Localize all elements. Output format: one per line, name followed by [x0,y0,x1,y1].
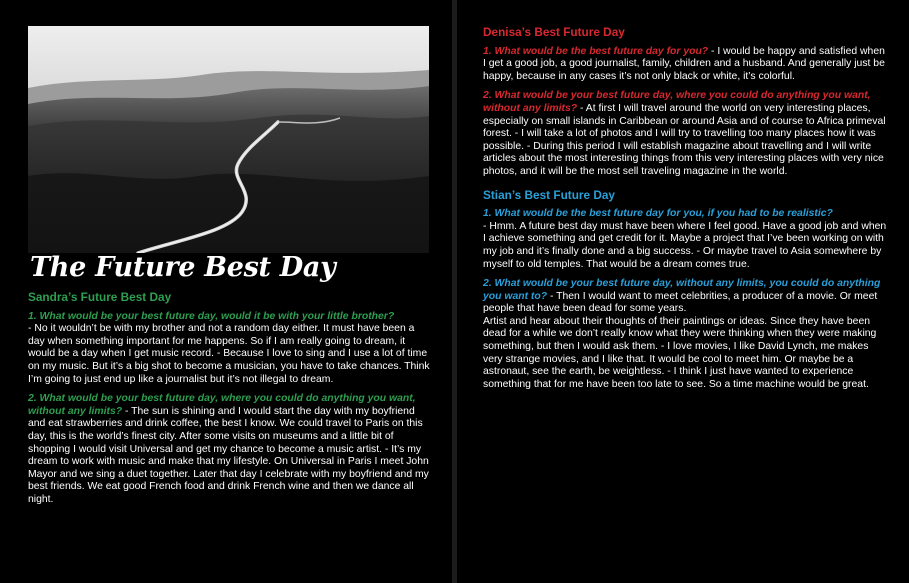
stian-answer-1-text: - Hmm. A future best day must have been where I feel good. Have a good job and when I achieve something and get credit for it. Maybe a project that I’ve been working on with my job and it’s finally done and a big success. - Or maybe travel to Asia somewhere by myself to old temples. That would be a dream comes true. [483,220,887,270]
page-title: The Future Best Day [30,252,336,283]
sandra-answer-1-text: - No it wouldn’t be with my brother and not a random day either. It must have been a day when something important for me happens. So if I am really going to dream, it would be a day when I get music record. - Because I love to sing and I use a lot of time on my music. But it’s a big shot to become a musician, you have to take chances. Think I’m going to just end up like a journalist but it’s not illegal to dream. [28,323,430,385]
stian-answer-2-text: - Then I would want to meet celebrities, a producer of a movie. Or meet people that have been dead for some years. [483,290,878,315]
left-page [0,0,452,583]
stian-question-2: 2. What would be your best future day, without any limits, you could do anything you want to? [483,278,881,302]
sandra-answer-1 [28,311,430,387]
landscape-road-photo [28,26,429,253]
sandra-answer-2 [28,393,430,506]
denisa-answer-1-text: - I would be happy and satisfied when I get a good job, a good journalist, family, children and a husband. And generally just be happy, because in any cases it’s not only black or white, it’s colorful. [483,45,885,82]
sandra-question-1: 1. What would be your best future day, would it be with your little brother? [28,310,395,322]
stian-answer-2 [483,278,888,391]
stian-answer-3-text: Artist and hear about their thoughts of their paintings or ideas. Since they have been dead for a while we don’t really know what they were thinking when they were making something, but then I would ask them. - I love movies, I like David Lynch, me makes very strange movies, and I like that. It would be cool to meet him. Or maybe be a astronaut, see the earth, be weightless. - I think I just have wanted to experience something that for me have been too late to see. So a time machine would be great. [483,315,877,390]
stian-answer-1 [483,208,888,271]
right-page [457,0,909,583]
denisa-answer-1 [483,46,888,84]
sandra-answer-2-text: - The sun is shining and I would start the day with my boyfriend and eat strawberries and drink coffee, the best I know. We could travel to Paris on this day, this is the world’s finest city. After some visits on museums and a little bit of shopping I would visit Universal and get my chance to become a music artist. - It’s my dream to work with music and make that my lifestyle. On Universal in Paris I meet John Mayor and we sing a duet together. Later that day I celebrate with my boyfriend and my best friends. We eat good French food and drink French wine and then we dance all night. [28,405,429,505]
stian-heading: Stian’s Best Future Day [483,187,615,202]
denisa-answer-2-text: - At first I will travel around the world on very interesting places, especially on small islands in Caribbean or around Asia and of course to Africa primeval forest. - I will take a lot of photos and I will try to travelling too many places how it was possible. - During this period I will establish magazine about travelling and I will write articles about the most interesting things from this very interesting places with very nice photos, and it will be the most sell traveling magazine in the world. [483,102,886,177]
denisa-answer-2 [483,90,888,178]
stian-section [483,189,888,392]
sandra-section [28,291,430,507]
stian-question-1: 1. What would be the best future day for you, if you had to be realistic? [483,208,833,220]
denisa-section [483,26,888,179]
sandra-heading: Sandra’s Future Best Day [28,290,172,304]
denisa-question-2: 2. What would be your best future day, where you could do anything you want, without any limits? [483,90,871,114]
denisa-heading: Denisa’s Best Future Day [483,25,625,39]
right-column [483,26,888,401]
denisa-question-1: 1. What would be the best future day for you? [483,45,709,57]
sandra-question-2: 2. What would be your best future day, where you could do anything you want, without any limits? [28,393,416,417]
